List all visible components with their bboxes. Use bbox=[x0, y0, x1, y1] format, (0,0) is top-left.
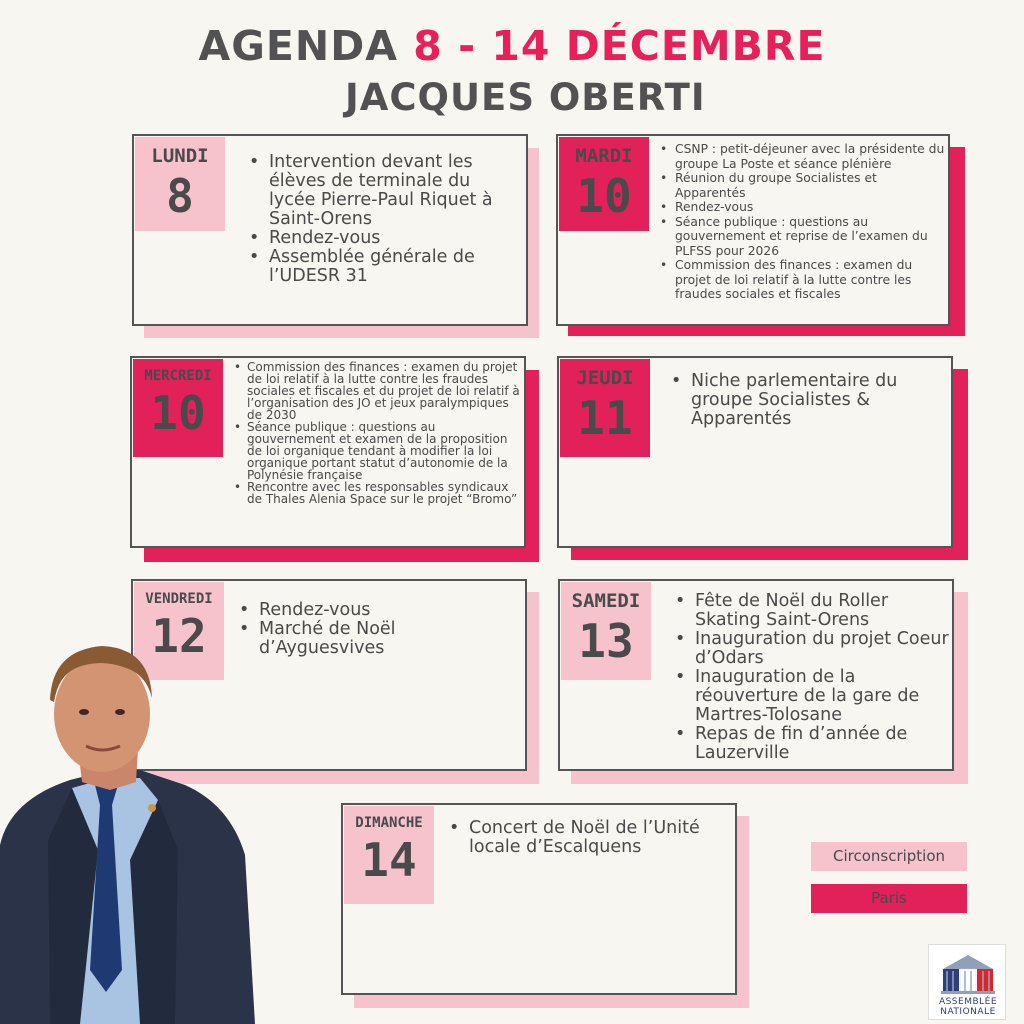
day-name: MERCREDI bbox=[144, 368, 212, 384]
day-number: 13 bbox=[578, 614, 634, 668]
list-item: • CSNP : petit-déjeuner avec la présidente du groupe La Poste et séance plénière bbox=[658, 142, 950, 171]
day-card-jeudi bbox=[557, 356, 953, 548]
day-name: VENDREDI bbox=[145, 591, 213, 607]
day-card-mardi bbox=[556, 134, 950, 326]
logo-line1: ASSEMBLÉE bbox=[938, 997, 998, 1007]
events-dimanche bbox=[447, 819, 717, 857]
events-mercredi bbox=[232, 361, 526, 505]
legend-circonscription: Circonscription bbox=[811, 842, 967, 871]
legend-paris: Paris bbox=[811, 884, 967, 913]
day-name: SAMEDI bbox=[571, 590, 641, 612]
day-number: 10 bbox=[150, 386, 206, 440]
day-label-dimanche bbox=[344, 806, 434, 904]
list-item: • Fête de Noël du Roller Skating Saint-Orens bbox=[673, 592, 951, 630]
events-jeudi bbox=[669, 372, 949, 429]
day-card-mercredi bbox=[130, 356, 526, 548]
day-name: LUNDI bbox=[151, 145, 209, 167]
page-title bbox=[0, 22, 1024, 70]
list-item: • Inauguration de la réouverture de la gare de Martres-Tolosane bbox=[673, 668, 951, 725]
assemblee-nationale-logo bbox=[928, 944, 1006, 1020]
day-name: MARDI bbox=[575, 145, 633, 167]
list-item: • Rencontre avec les responsables syndicaux de Thales Alenia Space sur le projet “Bromo” bbox=[232, 481, 526, 505]
day-number: 10 bbox=[576, 169, 632, 223]
day-label-jeudi bbox=[560, 359, 650, 457]
list-item: • Rendez-vous bbox=[237, 601, 517, 620]
events-mardi bbox=[658, 142, 950, 302]
list-item: • Séance publique : questions au gouvernement et examen de la proposition de loi organique tendant à modifier la loi organique portant statut d’autonomie de la Polynésie française bbox=[232, 421, 526, 481]
list-item: • Concert de Noël de l’Unité locale d’Escalquens bbox=[447, 819, 717, 857]
day-name: JEUDI bbox=[576, 367, 634, 389]
list-item: • Commission des finances : examen du projet de loi relatif à la lutte contre les fraudes sociales et fiscales bbox=[658, 258, 950, 302]
list-item: • Niche parlementaire du groupe Socialistes & Apparentés bbox=[669, 372, 949, 429]
logo-line2: NATIONALE bbox=[940, 1007, 996, 1017]
list-item: • Rendez-vous bbox=[247, 229, 517, 248]
events-lundi bbox=[247, 153, 517, 286]
hemicycle-icon bbox=[929, 949, 1007, 997]
list-item: • Réunion du groupe Socialistes et Apparentés bbox=[658, 171, 950, 200]
day-label-mercredi bbox=[133, 359, 223, 457]
title-prefix: AGENDA bbox=[198, 22, 414, 70]
list-item: • Rendez-vous bbox=[658, 200, 950, 215]
day-number: 12 bbox=[151, 609, 207, 663]
day-number: 11 bbox=[577, 391, 633, 445]
day-card-samedi bbox=[558, 579, 954, 771]
list-item: • Assemblée générale de l’UDESR 31 bbox=[247, 248, 517, 286]
day-card-lundi bbox=[132, 134, 528, 326]
day-number: 8 bbox=[166, 169, 194, 223]
list-item: • Repas de fin d’année de Lauzerville bbox=[673, 725, 951, 763]
list-item: • Séance publique : questions au gouvernement et reprise de l’examen du PLFSS pour 2026 bbox=[658, 215, 950, 259]
day-label-samedi bbox=[561, 582, 651, 680]
events-samedi bbox=[673, 592, 951, 763]
list-item: • Commission des finances : examen du projet de loi relatif à la lutte contre les fraudes sociales et fiscales et du projet de loi relatif à l’organisation des JO et jeux paralympiques de 2030 bbox=[232, 361, 526, 421]
day-name: DIMANCHE bbox=[355, 815, 423, 831]
deputy-name: JACQUES OBERTI bbox=[345, 76, 706, 119]
day-label-mardi bbox=[559, 137, 649, 231]
day-number: 14 bbox=[361, 833, 417, 887]
deputy-photo bbox=[0, 640, 255, 1024]
day-card-dimanche bbox=[341, 803, 737, 995]
events-vendredi bbox=[237, 601, 517, 658]
title-dates: 8 - 14 DÉCEMBRE bbox=[413, 22, 826, 70]
list-item: • Marché de Noël d’Ayguesvives bbox=[237, 620, 517, 658]
day-label-lundi bbox=[135, 137, 225, 231]
list-item: • Intervention devant les élèves de terminale du lycée Pierre-Paul Riquet à Saint-Orens bbox=[247, 153, 517, 229]
list-item: • Inauguration du projet Coeur d’Odars bbox=[673, 630, 951, 668]
